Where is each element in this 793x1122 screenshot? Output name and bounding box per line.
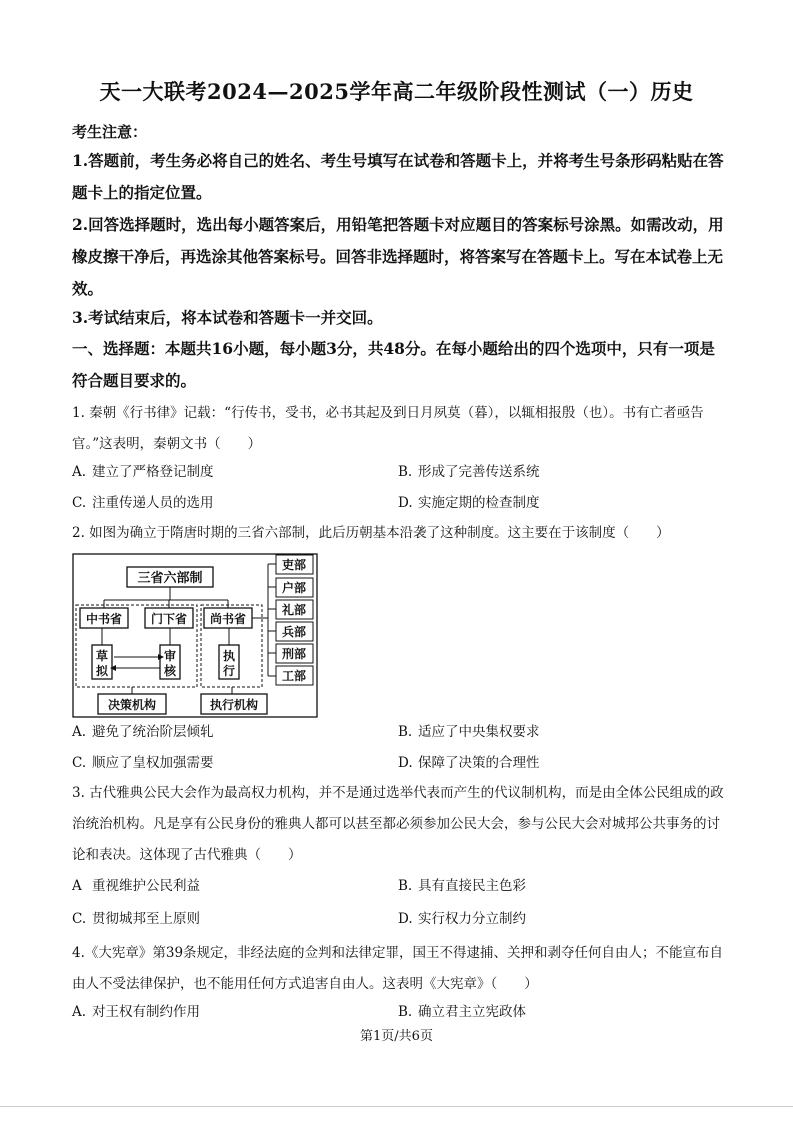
question-2-stem: 2. 如图为确立于隋唐时期的三省六部制，此后历朝基本沿袭了这种制度。这主要在于该制度（ ） [72,525,670,541]
option-label: A. [72,724,87,740]
execution-body-label: 执行机构 [209,698,259,712]
question-2-option-d [398,753,540,773]
option-text: 避免了统治阶层倾轧 [92,724,214,740]
bottom-divider [0,1106,793,1107]
option-label: B. [398,1004,413,1020]
option-label: A [72,878,82,894]
question-1-stem: 1. 秦朝《行书律》记载：“行传书，受书，必书其起及到日月夙莫（暮），以辄相报殷（也）。书有亡者亟告官。”这表明，秦朝文书（ ） [72,405,704,452]
ministry-label: 吏部 [281,558,307,572]
zhongshu-label: 中书省 [85,612,123,626]
question-3-stem: 3. 古代雅典公民大会作为最高权力机构，并不是通过选举代表而产生的代议制机构，而是由全体公民组成的政治统治机构。凡是享有公民身份的雅典人都可以甚至都必须参加公民大会，参与公民大会对城邦公共事务的讨论和表决。这体现了古代雅典（ ） [72,785,724,863]
shenhe-char-1: 审 [163,649,177,663]
three-departments-six-ministries-diagram [72,553,318,718]
question-4-option-b [398,1002,526,1022]
option-label: D. [398,911,413,927]
question-3-option-a [72,876,200,896]
shangshu-label: 尚书省 [209,612,247,626]
option-text: 顺应了皇权加强需要 [92,755,214,771]
ministry-label: 礼部 [281,603,307,617]
section-heading: 一、选择题：本题共16小题，每小题3分，共48分。在每小题给出的四个选项中，只有一项是符合题目要求的。 [72,339,715,390]
question-3-option-d [398,909,526,929]
question-1-option-b [398,462,540,482]
exam-title: 天一大联考2024—2025学年高二年级阶段性测试（一）历史 [99,79,694,104]
option-text: 对王权有制约作用 [92,1004,200,1020]
ministry-label: 刑部 [281,647,307,661]
notice-heading: 考生注意： [72,123,148,141]
notice-item-1: 1.答题前，考生务必将自己的姓名、考生号填写在试卷和答题卡上，并将考生号条形码粘贴在答题卡上的指定位置。 [72,151,724,202]
option-text: 实施定期的检查制度 [418,495,540,511]
menxia-label: 门下省 [150,612,188,626]
ministry-label: 户部 [281,581,307,595]
option-label: B. [398,724,413,740]
option-label: D. [398,495,413,511]
question-1-option-a [72,462,214,482]
zhixing-char-2: 行 [222,664,236,678]
option-text: 建立了严格登记制度 [92,464,214,480]
option-text: 适应了中央集权要求 [418,724,540,740]
ministry-label: 兵部 [281,625,307,639]
option-label: B. [398,878,413,894]
notice-item-2: 2.回答选择题时，选出每小题答案后，用铅笔把答题卡对应题目的答案标号涂黑。如需改动，用橡皮擦干净后，再选涂其他答案标号。回答非选择题时，将答案写在答题卡上。写在本试卷上无效。 [72,215,724,298]
ministry-label: 工部 [281,669,307,683]
question-3-option-c [72,909,200,929]
question-4-option-a [72,1002,200,1022]
option-label: A. [72,464,87,480]
option-label: C. [72,911,87,927]
option-text: 重视维护公民利益 [92,878,200,894]
option-label: B. [398,464,413,480]
option-label: C. [72,495,87,511]
option-text: 实行权力分立制约 [418,911,526,927]
zhixing-char-1: 执 [222,649,236,663]
shenhe-char-2: 核 [163,664,177,678]
question-2-option-c [72,753,214,773]
option-label: C. [72,755,87,771]
option-label: A. [72,1004,87,1020]
decision-body-label: 决策机构 [107,698,157,712]
question-3-option-b [398,876,526,896]
option-label: D. [398,755,413,771]
option-text: 具有直接民主色彩 [418,878,526,894]
caoni-char-1: 草 [95,649,109,663]
option-text: 贯彻城邦至上原则 [92,911,200,927]
caoni-char-2: 拟 [95,664,109,678]
page-number: 第1页/共6页 [360,1029,433,1044]
question-1-option-d [398,493,540,513]
question-2-option-b [398,722,540,742]
option-text: 形成了完善传送系统 [418,464,540,480]
question-2-option-a [72,722,214,742]
diagram-top-label: 三省六部制 [137,571,203,586]
option-text: 确立君主立宪政体 [418,1004,526,1020]
notice-item-3: 3.考试结束后，将本试卷和答题卡一并交回。 [72,308,383,327]
question-4-stem: 4.《大宪章》第39条规定，非经法庭的佥判和法律定罪，国王不得逮捕、关押和剥夺任何自由人；不能宣布自由人不受法律保护，也不能用任何方式追害自由人。这表明《大宪章》（ ） [72,945,724,992]
option-text: 保障了决策的合理性 [418,755,540,771]
question-1-option-c [72,493,214,513]
option-text: 注重传递人员的选用 [92,495,214,511]
